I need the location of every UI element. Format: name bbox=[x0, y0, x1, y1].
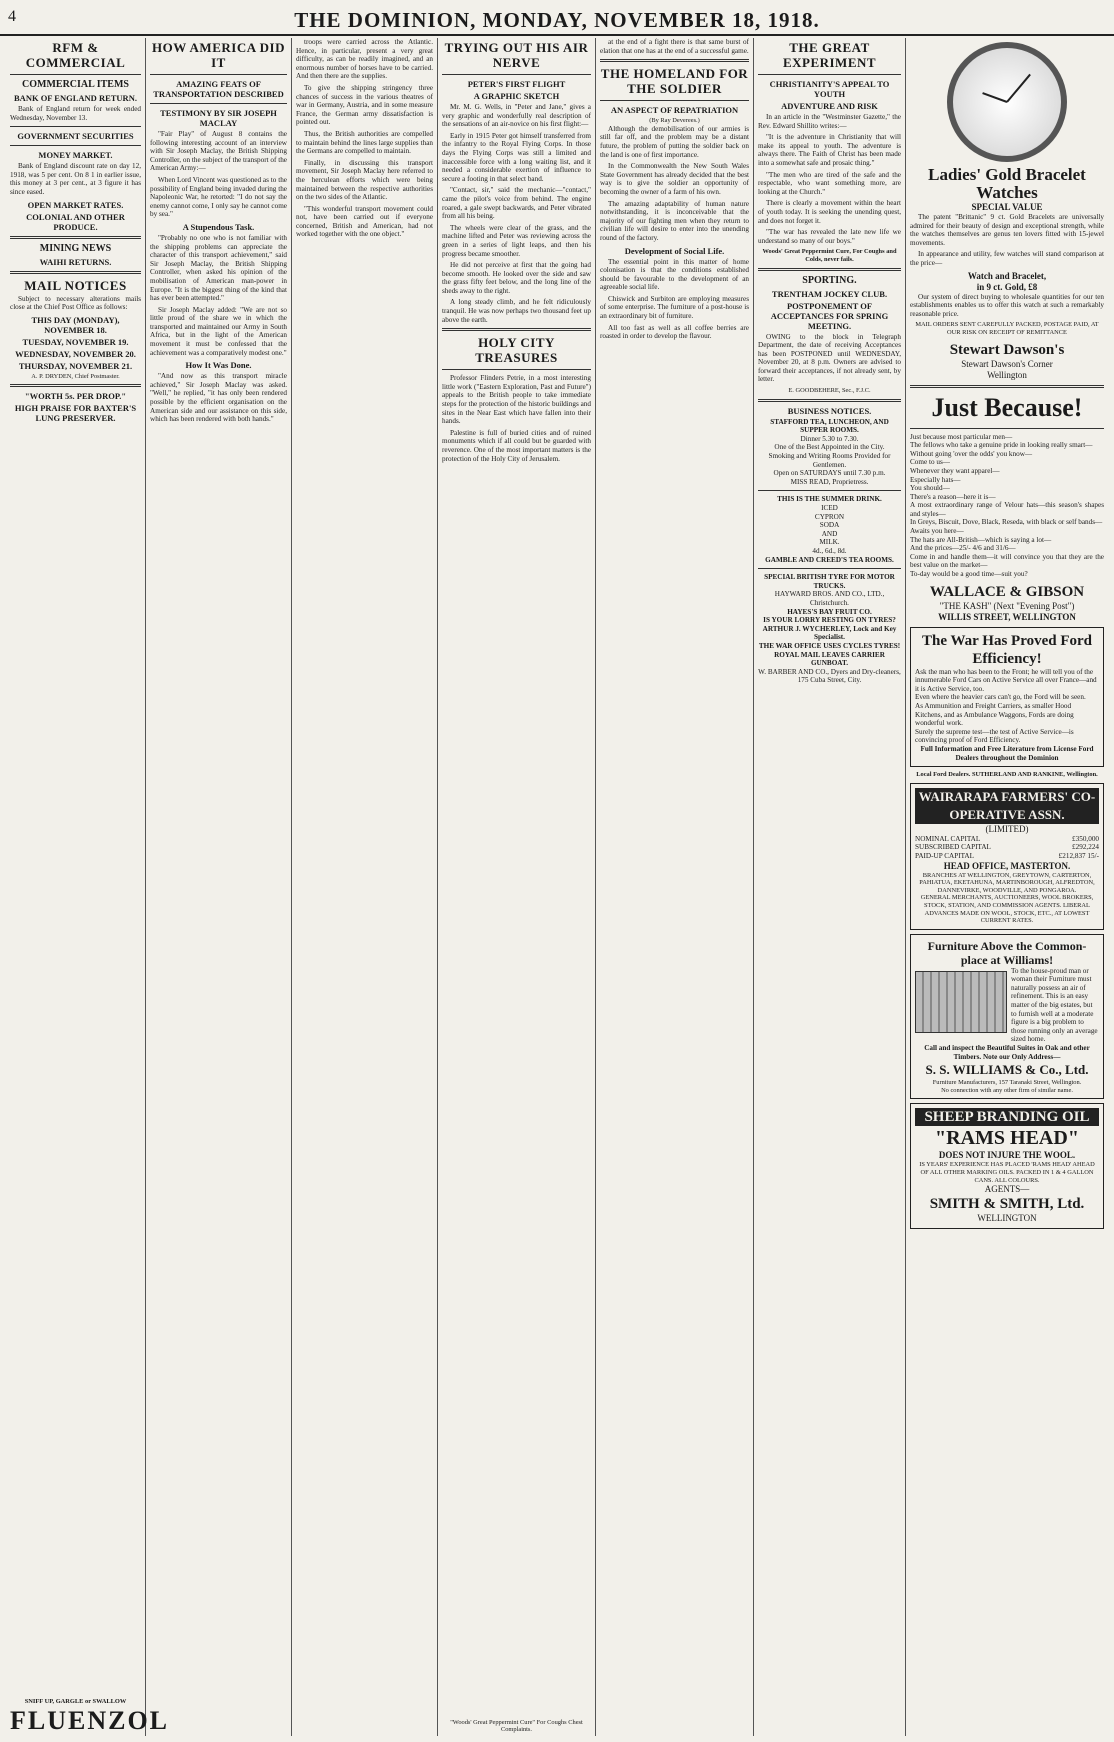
sheep-branding-heading: SHEEP BRANDING OIL bbox=[915, 1108, 1099, 1126]
wairarapa-heading: WAIRARAPA FARMERS' CO-OPERATIVE ASSN. bbox=[915, 788, 1099, 824]
stafford-best: One of the Best Appointed in the City. bbox=[774, 443, 885, 452]
ford-dealers: Local Ford Dealers. SUTHERLAND AND RANKINE, Wellington. bbox=[916, 771, 1098, 779]
byline: (By Ray Deverees.) bbox=[649, 117, 700, 125]
paragraph: Professor Flinders Petrie, in a most interesting little work ("Eastern Exploration, Past and Future") appeals to the British people to take immediate steps for the protection of the historic buildings and sites in the Near East which have fallen into their hands. bbox=[442, 374, 591, 426]
mail-notices-heading: MAIL NOTICES bbox=[24, 277, 127, 293]
paragraph: "And now as this transport miracle achieved," Sir Joseph Maclay was asked. "Well," he replied, "it has only been rendered possible by the efficient organisation on the American side and our assistance on this side, which has been rendered with both hands." bbox=[150, 372, 287, 424]
just-because-line: Especially hats— bbox=[910, 475, 961, 484]
fruit-co: HAYES'S BAY FRUIT CO. bbox=[787, 607, 872, 616]
subhead-stupendous: A Stupendous Task. bbox=[182, 221, 255, 232]
secretary: E. GOODBEHERE, Sec., F.J.C. bbox=[788, 387, 871, 395]
paragraph: A long steady climb, and he felt ridiculously tranquil. He was now perhaps two thousand feet up above the earth. bbox=[442, 298, 591, 324]
paragraph: Palestine is full of buried cities and of ruined monuments which if all could but be guarded with reverence. One of the most important matters is the protection of the Holy City of Jerusalem. bbox=[442, 428, 591, 463]
just-because-line: Without going 'over the odds' you know— bbox=[910, 449, 1033, 458]
special-tyre: SPECIAL BRITISH TYRE FOR MOTOR TRUCKS. bbox=[764, 573, 895, 590]
business-notices-heading: BUSINESS NOTICES. bbox=[787, 405, 872, 416]
paragraph: When Lord Vincent was questioned as to the possibility of England being invaded during the Napoleonic War, he retorted: "I do not say the enemy cannot come, I only say he cannot come by sea." bbox=[150, 175, 287, 219]
ford-footer: Full Information and Free Literature from License Ford Dealers throughout the Dominion bbox=[920, 744, 1094, 762]
furniture-illustration bbox=[915, 971, 1007, 1033]
paragraph: "Fair Play" of August 8 contains the following interesting account of an interview with Sir Joseph Maclay, the British Shipping Controller, on the subject of the transport of the American Army:— bbox=[150, 130, 287, 173]
paragraph: Our system of direct buying to wholesale quantities for our ten establishments enables us to offer this watch at such a remarkably reasonable price. bbox=[910, 292, 1104, 318]
furniture-heading: Furniture Above the Common-place at Williams! bbox=[927, 938, 1087, 967]
williams-note: No connection with any other firm of similar name. bbox=[941, 1086, 1073, 1094]
newspaper-title: THE DOMINION, MONDAY, NOVEMBER 18, 1918. bbox=[294, 8, 820, 32]
sporting-heading: SPORTING. bbox=[802, 274, 857, 286]
wycherley-ad: ARTHUR J. WYCHERLEY, Lock and Key Specialist. bbox=[762, 624, 897, 642]
article-subheading-2: ADVENTURE AND RISK bbox=[781, 101, 878, 111]
rams-head-tagline: DOES NOT INJURE THE WOOL. bbox=[938, 1150, 1076, 1161]
paragraph: To give the shipping stringency three chances of success in the various theatres of war in Germany, Austria, and in some measure France, the German army dissatisfaction is pointed out. bbox=[296, 83, 433, 127]
gamble-creed: GAMBLE AND CREED'S TEA ROOMS. bbox=[765, 555, 894, 564]
capital-label: PAID-UP CAPITAL bbox=[915, 851, 974, 860]
article-heading: THE GREAT EXPERIMENT bbox=[782, 40, 877, 70]
just-because-line: To-day would be a good time—suit you? bbox=[910, 570, 1028, 579]
stewart-dawson-city: Wellington bbox=[987, 369, 1027, 380]
column-experiment bbox=[754, 38, 906, 1736]
paragraph: The amazing adaptability of human nature notwithstanding, it is inconceivable that the majority of our fighting men when they return to civilian life will desire to enter into the unending round of the factory. bbox=[600, 199, 749, 242]
capital-value: £292,224 bbox=[1072, 843, 1099, 852]
bracelet-watch-illustration bbox=[947, 42, 1067, 162]
peppermint-ad: Woods' Great Peppermint Cure, For Coughs and Colds, never fails. bbox=[762, 248, 897, 263]
ford-heading: The War Has Proved Ford Efficiency! bbox=[921, 632, 1092, 667]
paragraph: Finally, in discussing this transport movement, Sir Joseph Maclay here referred to the herculean efforts which were being maintained between the respective authorities on the two sides of the Atlantic. bbox=[296, 158, 433, 202]
article-subheading-2: TESTIMONY BY SIR JOSEPH MACLAY bbox=[160, 108, 277, 128]
paragraph: Sir Joseph Maclay added: "We are not so little proud of the share we in which the transported and maintained our Army in South Africa, but in the light of the American movement it must be confessed that the achievement was a comparatively modest one." bbox=[150, 305, 287, 357]
just-because-line: The hats are All-British—which is saying a lot— bbox=[910, 535, 1052, 544]
wallace-address: WILLIS STREET, WELLINGTON bbox=[938, 611, 1076, 622]
just-because-heading: Just Because! bbox=[931, 392, 1083, 422]
paragraph: at the end of a fight there is that same burst of elation that one has at the end of a successful game. bbox=[600, 38, 749, 55]
war-office-ad: THE WAR OFFICE USES CYCLES TYRES! bbox=[758, 641, 901, 650]
column-america-cont bbox=[292, 38, 438, 1736]
capital-label: NOMINAL CAPITAL bbox=[915, 834, 981, 843]
just-because-line: In Greys, Biscuit, Dove, Black, Reseda, with black or self bands— bbox=[910, 518, 1103, 527]
column-america bbox=[146, 38, 292, 1736]
ladies-watches-heading: Ladies' Gold Bracelet Watches bbox=[928, 165, 1086, 202]
capital-value: £350,000 bbox=[1072, 834, 1099, 843]
summer-item: SODA bbox=[819, 521, 840, 530]
stafford-saturdays: Open on SATURDAYS until 7.30 p.m. bbox=[773, 469, 886, 478]
masthead bbox=[0, 0, 1114, 36]
paragraph: He did not perceive at first that the going had become smooth. He looked over the side and saw the grass fifty feet below, and the long line of the sheds away to the right. bbox=[442, 261, 591, 295]
wallace-gibson: WALLACE & GIBSON bbox=[929, 583, 1085, 600]
stafford-smoking: Smoking and Writing Rooms Provided for Gentlemen. bbox=[768, 452, 891, 469]
watch-heading: Watch and Bracelet, bbox=[967, 270, 1047, 281]
paragraph: "The war has revealed the late new life we understand so many of our boys." bbox=[758, 228, 901, 245]
column-advertisements bbox=[906, 38, 1108, 1736]
just-because-line: Whenever they want apparel— bbox=[910, 466, 1000, 475]
stafford-proprietress: MISS READ, Proprietress. bbox=[790, 477, 869, 486]
capital-label: SUBSCRIBED CAPITAL bbox=[915, 843, 991, 852]
capital-row bbox=[915, 835, 1099, 844]
paragraph: "Contact, sir," said the mechanic—"contact," came the pilot's voice from behind. The engine roared, a gale swept backwards, and Peter vibrated from all his being. bbox=[442, 186, 591, 221]
barber-ad: W. BARBER AND CO., Dyers and Dry-cleaners, 175 Cuba Street, City. bbox=[758, 667, 901, 685]
mail-day-4: THURSDAY, NOVEMBER 21. bbox=[18, 360, 133, 371]
smith-city: WELLINGTON bbox=[977, 1213, 1037, 1224]
colonial-heading: COLONIAL AND OTHER PRODUCE. bbox=[26, 211, 125, 232]
williams-logo: S. S. WILLIAMS & Co., Ltd. bbox=[925, 1062, 1089, 1078]
furniture-text: To the house-proud man or woman their Furniture must naturally possess an air of refinement. This is an easy matter of the big estates, but to furnish well at a moderate figure is a big problem to those running only an average sized home. bbox=[1011, 966, 1098, 1044]
article-subheading-2: A GRAPHIC SKETCH bbox=[473, 91, 560, 101]
furniture-call: Call and inspect the Beautiful Suites in Oak and other Timbers. Note our Only Address— bbox=[924, 1044, 1090, 1061]
fluenzol-logo: FLUENZOL bbox=[10, 1706, 170, 1735]
just-because-line: A most extraordinary range of Velour hats—this season's shapes and styles— bbox=[910, 501, 1104, 518]
ford-line: Even where the heavier cars can't go, the Ford will be seen. bbox=[915, 693, 1086, 702]
article-subheading: AMAZING FEATS OF TRANSPORTATION DESCRIBED bbox=[153, 79, 284, 99]
branches: BRANCHES AT WELLINGTON, GREYTOWN, CARTERTON, PAHIATUA, EKETAHUNA, MARTINBOROUGH, ALFREDTON, DANNEVIRKE, WOODVILLE, AND PONGAROA. bbox=[919, 871, 1095, 894]
paragraph: Thus, the British authorities are compelled to maintain behind the lines large supplies than the Germans are compelled to maintain. bbox=[296, 129, 433, 156]
smith-smith: SMITH & SMITH, Ltd. bbox=[929, 1196, 1085, 1213]
waihi-heading: WAIHI RETURNS. bbox=[39, 256, 112, 267]
paragraph: Early in 1915 Peter got himself transferred from the infantry to the Royal Flying Corps. In those days the Flying Corps was still a limited and inaccessible force with a long waiting list, and it needed a considerable exertion of influence to secure a footing in that select band. bbox=[442, 131, 591, 183]
govt-securities-heading: GOVERNMENT SECURITIES bbox=[17, 131, 134, 142]
mail-text: Subject to necessary alterations mails close at the Chief Post Office as follows: bbox=[10, 294, 141, 312]
capital-row bbox=[915, 852, 1099, 861]
high-praise-heading: HIGH PRAISE FOR BAXTER'S LUNG PRESERVER. bbox=[14, 403, 137, 424]
article-subheading: AN ASPECT OF REPATRIATION bbox=[610, 105, 739, 116]
ford-line: Ask the man who has been to the Front; he will tell you of the innumerable Ford Cars on Active Service all over France—and it is Active Service, too. bbox=[915, 667, 1097, 693]
money-market-heading: MONEY MARKET. bbox=[38, 150, 113, 161]
bank-text: Bank of England return for week ended Wednesday, November 13. bbox=[10, 105, 141, 122]
lorry-ad: IS YOUR LORRY RESTING ON TYRES? bbox=[763, 616, 896, 625]
rams-head-logo: "RAMS HEAD" bbox=[935, 1127, 1079, 1150]
mail-day-1: THIS DAY (MONDAY), NOVEMBER 18. bbox=[31, 314, 120, 335]
just-because-line: The fellows who take a genuine pride in looking really smart— bbox=[910, 441, 1093, 450]
williams-ad bbox=[910, 934, 1104, 1100]
just-because-line: Awaits you here— bbox=[910, 527, 964, 536]
worth-heading: "WORTH 5s. PER DROP." bbox=[24, 391, 127, 402]
paragraph: The essential point in this matter of home colonisation is that the conditions established should be favourable to the development of an agreeable social life. bbox=[600, 257, 749, 292]
summer-item: ICED bbox=[821, 504, 838, 512]
just-because-line: Come to us— bbox=[910, 458, 950, 467]
paragraph: Mr. M. G. Wells, in "Peter and Jane," gives a very graphic and wonderfully real description of the sensations of an air-novice on his first flight:— bbox=[442, 103, 591, 129]
mail-day-3: WEDNESDAY, NOVEMBER 20. bbox=[15, 348, 136, 359]
paragraph: troops were carried across the Atlantic. Hence, in particular, present a very great difficulty, as can be readily imagined, and an enormous number of horses have to be carried. And then there are the supplies. bbox=[296, 38, 433, 81]
paragraph: In an article in the "Westminster Gazette," the Rev. Edward Shillito writes:— bbox=[758, 113, 901, 130]
column-homeland bbox=[596, 38, 754, 1736]
paragraph: "The men who are tired of the safe and the respectable, who want something more, are looking at the Church." bbox=[758, 170, 901, 196]
wairarapa-ad bbox=[910, 783, 1104, 930]
paragraph: "Probably no one who is not familiar with the shipping problems can appreciate the character of this transport achievement," said Sir Joseph Maclay, the British Shipping Controller, when asked his opinion of the mobilisation of American man-power in Europe. "It is the biggest thing of the kind that has ever been attempted." bbox=[150, 233, 287, 303]
commercial-items-heading: COMMERCIAL ITEMS bbox=[22, 79, 129, 90]
fluenzol-ad bbox=[10, 1698, 170, 1736]
newspaper-page bbox=[6, 38, 1108, 1736]
peppermint-ad: "Woods' Great Peppermint Cure" For Coughs Chest Complaints. bbox=[450, 1718, 583, 1734]
just-because-line: You should— bbox=[910, 484, 950, 493]
paragraph: Chiswick and Surbiton are employing measures of some enterprise. The furniture of a post-house is an extraordinary bit of furniture. bbox=[600, 294, 749, 321]
ford-line: As Ammunition and Freight Carriers, as smaller Hood Kitchens, and as Ambulance Waggons, Fords are doing wonderful work. bbox=[915, 702, 1074, 728]
article-heading: TRYING OUT HIS AIR NERVE bbox=[444, 40, 589, 70]
just-because-line: There's a reason—here it is— bbox=[910, 492, 996, 501]
section-heading: RFM & COMMERCIAL bbox=[25, 40, 126, 70]
postmaster: A. P. DRYDEN, Chief Postmaster. bbox=[31, 372, 120, 380]
article-heading: HOW AMERICA DID IT bbox=[152, 40, 285, 70]
just-because-line: Just because most particular men— bbox=[910, 432, 1013, 441]
fluenzol-tagline: SNIFF UP, GARGLE or SWALLOW bbox=[24, 1698, 127, 1706]
jockey-club-heading: TRENTHAM JOCKEY CLUB. bbox=[771, 288, 888, 299]
open-market-heading: OPEN MARKET RATES. bbox=[27, 199, 124, 210]
ford-ad bbox=[910, 627, 1104, 768]
article-subheading: PETER'S FIRST FLIGHT bbox=[467, 79, 566, 89]
capital-value: £212,837 15/- bbox=[1058, 851, 1099, 860]
stewart-dawson-corner: Stewart Dawson's Corner bbox=[961, 358, 1053, 369]
paragraph: The wheels were clear of the grass, and the machine lifted and Peter was reviewing across the green in a series of light leaps, and then his progress became smoother. bbox=[442, 223, 591, 258]
wallace-kash: "THE KASH" (Next "Evening Post") bbox=[939, 600, 1075, 611]
summer-price: 4d., 6d., 8d. bbox=[812, 546, 847, 555]
wairarapa-limited: (LIMITED) bbox=[985, 823, 1029, 834]
hayward: HAYWARD BROS. AND CO., LTD., Christchurch. bbox=[774, 590, 885, 607]
article-subheading: CHRISTIANITY'S APPEAL TO YOUTH bbox=[769, 79, 890, 99]
capital-row bbox=[915, 843, 1099, 852]
paragraph: OWING to the block in Telegraph Department, the date of receiving Acceptances has been POSTPONED until WEDNESDAY, November 20, at 8 p.m. Owners are advised to forward their acceptances, if not already sent, by letter. bbox=[758, 332, 901, 384]
paragraph: All too fast as well as all coffee berries are roasted in order to develop the flavour. bbox=[600, 323, 749, 341]
column-air-nerve bbox=[438, 38, 596, 1736]
summer-item: MILK. bbox=[819, 538, 840, 547]
holy-city-heading: HOLY CITY TREASURES bbox=[475, 335, 558, 366]
watch-price: in 9 ct. Gold, £8 bbox=[976, 281, 1038, 292]
stewart-dawson-logo: Stewart Dawson's bbox=[949, 341, 1065, 358]
paragraph: In appearance and utility, few watches will stand comparison at the price— bbox=[910, 250, 1104, 267]
money-text: Bank of England discount rate on day 12, 1918, was 5 per cent. On 8 1 in earlier issue, this money at 3 per cent., at 3 figure it has since eased. bbox=[10, 162, 141, 196]
subhead-social-life: Development of Social Life. bbox=[624, 245, 725, 256]
rams-head-ad bbox=[910, 1103, 1104, 1229]
rams-head-text: IS YEARS' EXPERIENCE HAS PLACED 'RAMS HEAD' AHEAD OF ALL OTHER MARKING OILS. PACKED IN 1 & 4 GALLON CANS. ALL COLOURS. bbox=[919, 1161, 1095, 1184]
just-because-line: Come in and handle them—it will convince you that they are the best value on the market— bbox=[910, 552, 1104, 570]
mining-heading: MINING NEWS bbox=[39, 242, 112, 254]
paragraph: Although the demobilisation of our armies is still far off, and the problem may be a distant future, the problem of putting the soldier back on the land is one of first importance. bbox=[600, 124, 749, 159]
stafford-dinner: Dinner 5.30 to 7.30. bbox=[800, 434, 859, 443]
stafford-ad: STAFFORD TEA, LUNCHEON, AND SUPPER ROOMS. bbox=[770, 417, 889, 435]
bank-heading: BANK OF ENGLAND RETURN. bbox=[14, 93, 137, 103]
general-merchants: GENERAL MERCHANTS, AUCTIONEERS, WOOL BROKERS, STOCK, STATION, AND COMMISSION AGENTS. LIBERAL ADVANCES MADE ON WOOL, STOCK, ETC., AT LOWEST CURRENT RATES. bbox=[920, 894, 1094, 925]
paragraph: The patent "Brittanic" 9 ct. Gold Bracelets are universally admired for their beauty of design and exceptional strength, while the watches themselves are genus ten lovers fitted with 15-jewel movements. bbox=[910, 213, 1104, 247]
paragraph: In the Commonwealth the New South Wales State Government has already decided that the best way is to give the soldier an opportunity of becoming the owner of a farm of his own. bbox=[600, 162, 749, 196]
page-number: 4 bbox=[8, 8, 16, 25]
mail-orders: MAIL ORDERS SENT CAREFULLY PACKED, POSTAGE PAID, AT OUR RISK ON RECEIPT OF REMITTANCE bbox=[915, 321, 1099, 336]
agents-label: AGENTS— bbox=[984, 1184, 1030, 1195]
article-heading: THE HOMELAND FOR THE SOLDIER bbox=[600, 66, 749, 97]
subhead-how-done: How It Was Done. bbox=[185, 360, 252, 371]
ford-line: Surely the supreme test—the test of Active Service—is convincing proof of Ford Efficiency. bbox=[915, 727, 1074, 745]
just-because-line: And the prices—25/- 4/6 and 31/6— bbox=[910, 544, 1016, 553]
head-office: HEAD OFFICE, MASTERTON. bbox=[943, 860, 1071, 871]
special-value: SPECIAL VALUE bbox=[971, 202, 1043, 212]
column-commercial bbox=[6, 38, 170, 1736]
williams-address: Furniture Manufacturers, 157 Taranaki Street, Wellington. bbox=[932, 1079, 1082, 1087]
mail-day-2: TUESDAY, NOVEMBER 19. bbox=[22, 336, 129, 347]
summer-item: CYPRON bbox=[814, 512, 845, 521]
royal-mail-ad: ROYAL MAIL LEAVES CARRIER GUNBOAT. bbox=[774, 650, 885, 668]
paragraph: "This wonderful transport movement could not, have been carried out if everyone concerned, British and American, had not worked together with the one object." bbox=[296, 204, 433, 239]
paragraph: There is clearly a movement within the heart of youth today. It is seeking the unending quest, and does not forget it. bbox=[758, 199, 901, 225]
postponement-heading: POSTPONEMENT OF ACCEPTANCES FOR SPRING MEETING. bbox=[770, 300, 889, 331]
summer-drink: THIS IS THE SUMMER DRINK. bbox=[777, 495, 882, 504]
summer-item: AND bbox=[821, 529, 838, 538]
paragraph: "It is the adventure in Christianity that will make its appeal to youth. The adventure is always there. The Faith of Christ has been made into a somewhat safe and prosaic thing." bbox=[758, 133, 901, 167]
